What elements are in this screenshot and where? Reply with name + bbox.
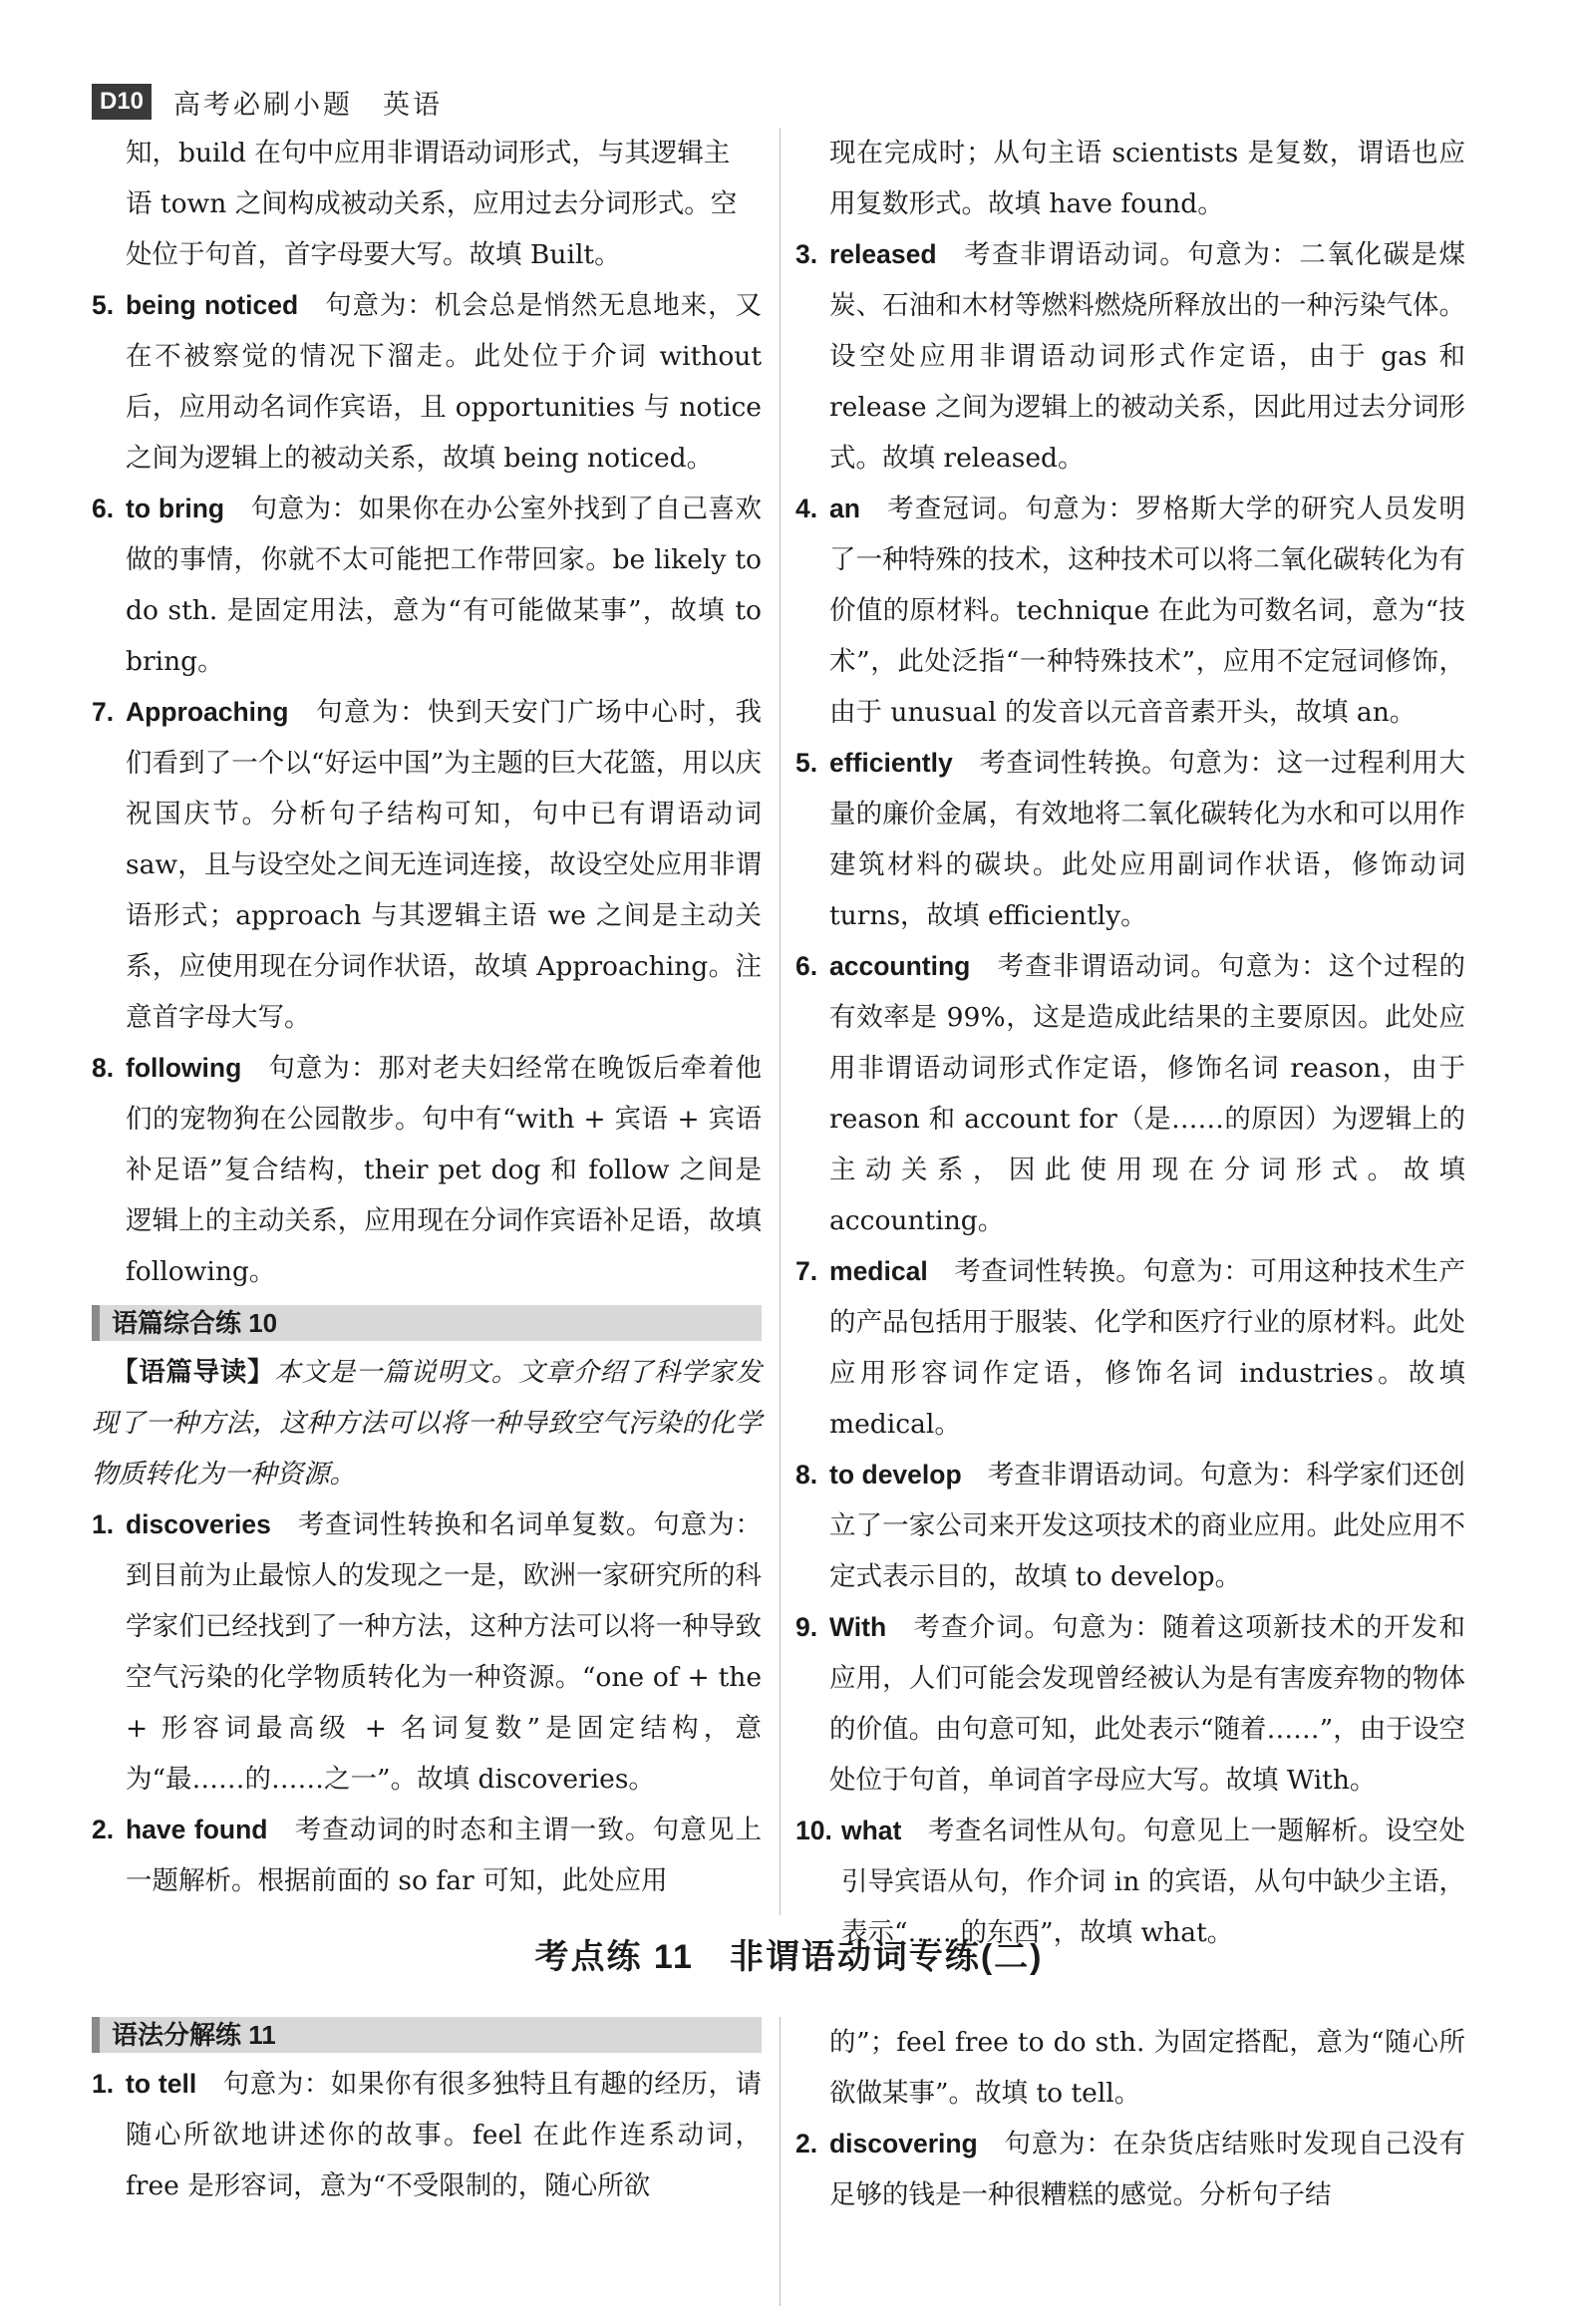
guide-label: 【语篇导读】 (112, 1357, 275, 1387)
item-answer: medical (829, 1256, 928, 1286)
right-column (795, 128, 1465, 1958)
section-heading: 语法分解练 11 (92, 2017, 762, 2053)
item-explanation: 句意为：那对老夫妇经常在晚饭后牵着他们的宠物狗在公园散步。句中有“with + 宾语 + 宾语补足语”复合结构，their pet dog 和 follow 之间是逻辑上的主动关系，应用现在分词作宾语补足语，故填 following。 (126, 1053, 762, 1287)
left-column (92, 128, 762, 1906)
item-number: 6. (92, 494, 115, 523)
text-line: 语 town 之间构成被动关系，应用过去分词形式。空 (126, 188, 738, 219)
section-title: 考点练 11 非谓语动词专练(二) (534, 1938, 1044, 1976)
answer-item (92, 687, 762, 1043)
item-number: 6. (795, 951, 818, 981)
item-explanation: 考查词性转换。句意为：可用这种技术生产的产品包括用于服装、化学和医疗行业的原材料。此处应用形容词作定语，修饰名词 industries。故填 medical。 (829, 1256, 1465, 1440)
answer-item (795, 1246, 1465, 1450)
item-answer: released (829, 239, 937, 269)
passage-guide (92, 1347, 762, 1499)
item-answer: to develop (829, 1460, 962, 1490)
item-answer: discoveries (126, 1509, 271, 1539)
answer-item (795, 2119, 1465, 2220)
item-explanation: 考查介词。句意为：随着这项新技术的开发和应用，人们可能会发现曾经被认为是有害废弃物的物体的价值。由句意可知，此处表示“随着……”，由于设空处位于句首，单词首字母应大写。故填 With。 (829, 1612, 1465, 1796)
column-divider (780, 128, 781, 1915)
answer-item (795, 1450, 1465, 1602)
answer-item (92, 2059, 762, 2211)
item-explanation: 考查词性转换和名词单复数。句意为：到目前为止最惊人的发现之一是，欧洲一家研究所的科学家们已经找到了一种方法，这种方法可以将一种导致空气污染的化学物质转化为一种资源。“one of + the + 形容词最高级 + 名词复数”是固定结构，意为“最……的……之一”。故填 discoveries。 (126, 1509, 762, 1795)
item-number: 10. (795, 1816, 832, 1845)
item-answer: what (841, 1816, 902, 1845)
section-heading: 语篇综合练 10 (92, 1305, 762, 1341)
item-explanation: 考查非谓语动词。句意为：二氧化碳是煤炭、石油和木材等燃料燃烧所释放出的一种污染气体。设空处应用非谓语动词形式作定语，由于 gas 和 release 之间为逻辑上的被动关系，因此用过去分词形式。故填 released。 (829, 239, 1465, 474)
item-number: 4. (795, 494, 818, 523)
left-column-lower (92, 2017, 762, 2211)
item-number: 5. (795, 748, 818, 778)
item-answer: accounting (829, 951, 971, 981)
item-number: 1. (92, 2069, 115, 2099)
item-answer: have found (126, 1815, 268, 1844)
right-column-lower (795, 2017, 1465, 2220)
item-explanation: 考查非谓语动词。句意为：科学家们还创立了一家公司来开发这项技术的商业应用。此处应用不定式表示目的，故填 to develop。 (829, 1460, 1466, 1592)
item-answer: to tell (126, 2069, 197, 2099)
answer-item (795, 484, 1465, 738)
item-explanation: 考查名词性从句。句意见上一题解析。设空处引导宾语从句，作介词 in 的宾语，从句中缺少主语，表示“……的东西”，故填 what。 (841, 1816, 1465, 1948)
answer-item (795, 229, 1465, 484)
continued-text: 的”；feel free to do sth. 为固定搭配，意为“随心所欲做某事”。故填 to tell。 (829, 2027, 1465, 2109)
item-number: 9. (795, 1612, 818, 1642)
answer-item (92, 484, 762, 687)
answer-item (92, 1043, 762, 1297)
item-explanation: 考查词性转换。句意为：这一过程利用大量的廉价金属，有效地将二氧化碳转化为水和可以用作建筑材料的碳块。此处应用副词作状语，修饰动词 turns，故填 efficiently。 (829, 748, 1465, 931)
item-explanation: 句意为：机会总是悄然无息地来，又在不被察觉的情况下溜走。此处位于介词 without 后，应用动名词作宾语，且 opportunities 与 notice 之间为逻辑上的被动关系，故填 being noticed。 (126, 290, 763, 474)
answer-item (795, 738, 1465, 941)
text-line: 处位于句首，首字母要大写。故填 Built。 (126, 239, 621, 270)
item-number: 5. (92, 290, 115, 320)
page-number-badge: D10 (92, 84, 152, 120)
item-explanation: 句意为：快到天安门广场中心时，我们看到了一个以“好运中国”为主题的巨大花篮，用以庆祝国庆节。分析句子结构可知，句中已有谓语动词 saw，且与设空处之间无连词连接，故设空处应用非谓语形式；approach 与其逻辑主语 we 之间是主动关系，应使用现在分词作状语，故填 Approaching。注意首字母大写。 (126, 697, 762, 1033)
item-number: 7. (92, 697, 115, 727)
item-answer: efficiently (829, 748, 953, 778)
item-answer: With (829, 1612, 887, 1642)
continued-text: 现在完成时；从句主语 scientists 是复数，谓语也应用复数形式。故填 have found。 (829, 138, 1465, 219)
page-header (92, 82, 443, 122)
item-explanation: 考查动词的时态和主谓一致。句意见上一题解析。根据前面的 so far 可知，此处应用 (126, 1815, 763, 1896)
item-explanation: 句意为：如果你有很多独特且有趣的经历，请随心所欲地讲述你的故事。feel 在此作连系动词，free 是形容词，意为“不受限制的，随心所欲 (126, 2069, 762, 2201)
item-number: 3. (795, 239, 818, 269)
item-number: 2. (92, 1815, 115, 1844)
guide-text: 本文是一篇说明文。文章介绍了科学家发现了一种方法，这种方法可以将一种导致空气污染的化学物质转化为一种资源。 (92, 1357, 763, 1490)
item-answer: an (829, 494, 860, 523)
answer-item (795, 1602, 1465, 1806)
item-explanation: 句意为：在杂货店结账时发现自己没有足够的钱是一种很糟糕的感觉。分析句子结 (829, 2129, 1465, 2210)
item-number: 8. (795, 1460, 818, 1490)
answer-item (795, 941, 1465, 1246)
answer-item (92, 1499, 762, 1805)
item-number: 7. (795, 1256, 818, 1286)
item-number: 8. (92, 1053, 115, 1083)
answer-item (92, 280, 762, 484)
continued-text (92, 128, 762, 280)
item-explanation: 考查非谓语动词。句意为：这个过程的有效率是 99%，这是造成此结果的主要原因。此处应用非谓语动词形式作定语，修饰名词 reason，由于 reason 和 account for（是……的原因）为逻辑上的主动关系，因此使用现在分词形式。故填 accounting。 (829, 951, 1465, 1236)
item-number: 2. (795, 2129, 818, 2158)
item-answer: following (126, 1053, 242, 1083)
column-divider (780, 2017, 781, 2306)
item-explanation: 考查冠词。句意为：罗格斯大学的研究人员发明了一种特殊的技术，这种技术可以将二氧化碳转化为有价值的原材料。technique 在此为可数名词，意为“技术”，此处泛指“一种特殊技术”，应用不定冠词修饰，由于 unusual 的发音以元音音素开头，故填 an。 (829, 494, 1465, 728)
item-answer: being noticed (126, 290, 299, 320)
item-number: 1. (92, 1509, 115, 1539)
item-answer: Approaching (126, 697, 289, 727)
book-title: 高考必刷小题 英语 (173, 89, 444, 121)
item-answer: to bring (126, 494, 225, 523)
item-answer: discovering (829, 2129, 978, 2158)
answer-item (92, 1805, 762, 1906)
item-explanation: 句意为：如果你在办公室外找到了自己喜欢做的事情，你就不太可能把工作带回家。be likely to do sth. 是固定用法，意为“有可能做某事”，故填 to bring。 (126, 494, 762, 677)
text-line: 知，build 在句中应用非谓语动词形式，与其逻辑主 (126, 138, 731, 168)
